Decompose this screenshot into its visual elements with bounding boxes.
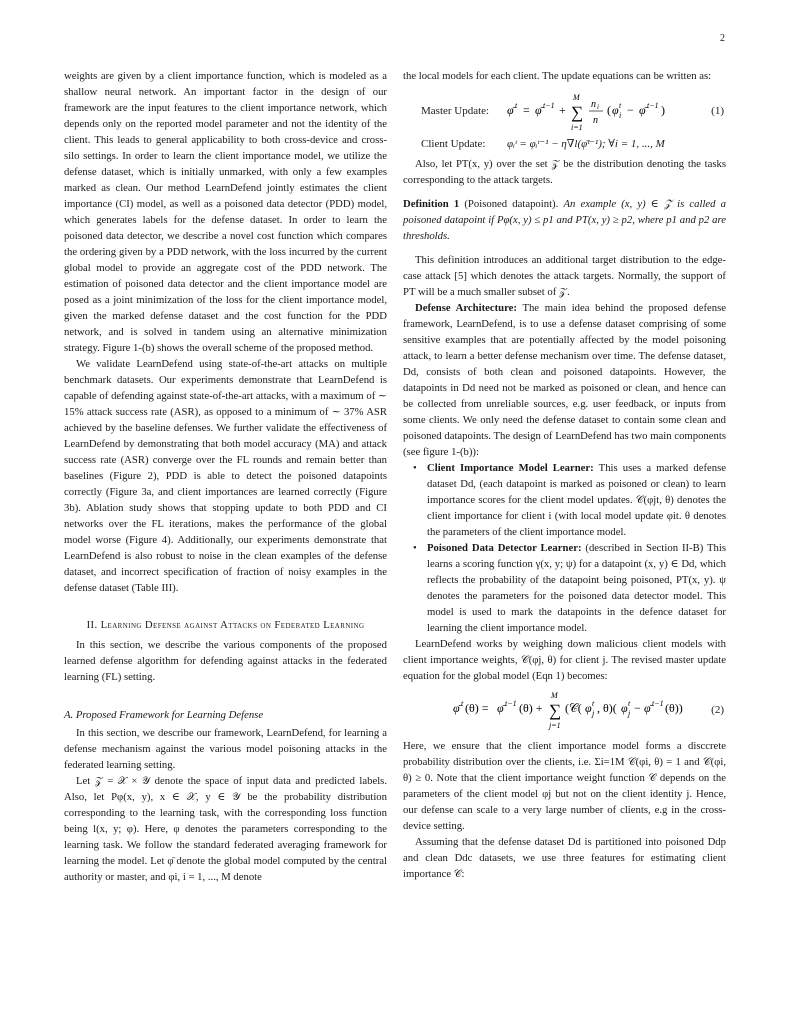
definition-1 xyxy=(403,196,726,244)
left-column xyxy=(64,68,387,885)
svg-text:φ: φ xyxy=(585,701,592,715)
list-item xyxy=(427,540,726,636)
svg-text:t−1: t−1 xyxy=(505,699,517,708)
list-item xyxy=(427,460,726,540)
equation-1-math xyxy=(507,90,697,134)
paragraph: LearnDefend works by weighing down malicious client models with client importance weights, 𝒞(φj, θ) for client j. The revised master update equation for the global model (Eqn 1) becomes: xyxy=(403,638,726,682)
svg-text:(𝒞(: (𝒞( xyxy=(565,701,582,715)
paragraph: We validate LearnDefend using state-of-the-art attacks on multiple benchmark datasets. Our experiments demonstrate that LearnDefend is capable of defending against state-of-the-art attacks, with a maximum of ∼ 15% attack success rate (ASR), as opposed to a minimum of ∼ 37% ASR achieved by the baseline defenses. We further validate the effectiveness of LearnDefend by demonstrating that both model accuracy (MA) and attack success rate (ASR) converge over the FL rounds and remain better than baselines (Figure 2), PDD is able to detect the poisoned datapoints correctly (Figure 3a, and client importances are learned correctly (Figure 3b). Ablation study shows that stopping update to both PDD and CI networks over the FL iterations, makes the performance of the global model worse (Figure 4). Additionally, our experiments demonstrate that LearnDefend is also robust to noise in the clean examples of the defense dataset, and incorrect specification of fraction of noisy examples in the defense dataset (Table III). xyxy=(64,358,387,594)
paragraph: Assuming that the defense dataset Dd is partitioned into poisoned Ddp and clean Ddc datasets, we use three features for estimating client importance 𝒞: xyxy=(403,836,726,880)
svg-text:j: j xyxy=(592,709,595,718)
svg-text:M: M xyxy=(551,691,558,700)
definition-head: Definition 1 xyxy=(403,198,460,210)
svg-text:i=1: i=1 xyxy=(571,123,583,132)
paragraph: Here, we ensure that the client importance model forms a disccrete probability distribution over the clients, i.e. Σi=1M 𝒞(φi, θ) = 1 and 𝒞(φi, θ) ≥ 0. Note that the client importance weight function 𝒞 depends on the parameters of the client model φj but not on the client identity j. Hence, our defense can scale to a very large number of clients, e.g in the cross-device setting. xyxy=(403,740,726,832)
paragraph: This definition introduces an additional target distribution to the edge-case attack [5] which denotes the attack targets. Normally, the support of PT will be a much smaller subset of 𝒵. xyxy=(403,254,726,298)
equation-2 xyxy=(403,688,726,734)
svg-text:t−1: t−1 xyxy=(647,101,659,110)
paragraph: Also, let PT(x, y) over the set 𝒵 be the distribution denoting the tasks corresponding to the attack targets. xyxy=(403,158,726,186)
svg-text:φ: φ xyxy=(621,701,628,715)
svg-text:t: t xyxy=(461,699,464,708)
paragraph: the local models for each client. The update equations can be written as: xyxy=(403,70,712,82)
right-column xyxy=(403,68,726,882)
svg-text:−: − xyxy=(634,701,641,715)
svg-text:j=1: j=1 xyxy=(549,721,561,730)
equation-1b-math: φᵢᵗ = φᵢᵗ⁻¹ − η∇l(φ̄ᵗ⁻¹); ∀i = 1, ..., M xyxy=(507,138,665,150)
list-item-head: Client Importance Model Learner: xyxy=(427,462,594,474)
svg-text:φ̄: φ̄ xyxy=(497,701,504,715)
svg-text:M: M xyxy=(573,93,580,102)
equation-label: Client Update: xyxy=(421,138,486,150)
equation-1b xyxy=(403,134,726,156)
svg-text:i: i xyxy=(597,103,599,111)
paragraph-defense-architecture xyxy=(403,300,726,460)
paragraph: weights are given by a client importance function, which is modeled as a shallow neural network. An important factor in the design of our framework are the input features to the client importance network, which depends only on the reported model parameter and not the identity of the client. This leads to general applicability to both cross-device and cross-silo settings. In order to learn the client importance model, we utilize the defense dataset, which is initially unmarked, with only a few examples marked as clean. Our method LearnDefend jointly estimates the client importance (CI) model, as well as a poisoned data detector (PDD) model, which generates labels for the defense dataset. In order to learn the poisoned data detector, we describe a novel cost function which compares the ordering given by a PDD network, with the loss incurred by the current global model to provide an aggregate cost of the PDD network. The estimation of poisoned data detector and the client importance model are posed as a joint minimization of the loss for the client importance model, given the marked defense dataset and the cost function for the PDD network, and is solved in tandem using an alternative minimization strategy. Figure 1-(b) shows the overall scheme of the proposed method. xyxy=(64,70,387,354)
svg-text:φ̄: φ̄ xyxy=(535,103,542,117)
section-title: II. Learning Defense against Attacks on Federated Learning xyxy=(86,619,365,631)
svg-text:(θ) =: (θ) = xyxy=(465,701,489,715)
list-item-body: This uses a marked defense dataset Dd, (each datapoint is marked as poisoned or clean) to learn importance scores for the client model updates. 𝒞(φjt, θ) denotes the client importance for client i (with local model update φit. θ denotes the parameters of the client importance model. xyxy=(427,462,726,538)
svg-text:t: t xyxy=(515,101,518,110)
svg-text:φ: φ xyxy=(612,103,619,117)
svg-text:t: t xyxy=(628,699,631,708)
svg-text:): ) xyxy=(661,103,665,117)
svg-text:(: ( xyxy=(607,103,611,117)
svg-text:∑: ∑ xyxy=(549,701,562,720)
svg-text:(θ) +: (θ) + xyxy=(519,701,543,715)
equation-number: (2) xyxy=(711,704,724,716)
svg-text:φ̄: φ̄ xyxy=(644,701,651,715)
paragraph: In this section, we describe the various components of the proposed learned defense algorithm for defending against attacks in the federated learning (FL) setting. xyxy=(64,639,387,683)
equation-label: Master Update: xyxy=(421,105,490,117)
paragraph: In this section, we describe our framework, LearnDefend, for learning a defense mechanism against the various model poisoning attacks in the federated learning setting. xyxy=(64,727,387,771)
svg-text:t−1: t−1 xyxy=(543,101,555,110)
svg-text:φ̄: φ̄ xyxy=(453,701,460,715)
svg-text:i: i xyxy=(619,111,622,120)
svg-text:t: t xyxy=(592,699,595,708)
list-item-head: Poisoned Data Detector Learner: xyxy=(427,542,582,554)
svg-text:t−1: t−1 xyxy=(652,699,664,708)
svg-text:∑: ∑ xyxy=(571,103,584,122)
svg-text:, θ)(: , θ)( xyxy=(597,701,617,715)
equation-1 xyxy=(403,90,726,134)
equation-number: (1) xyxy=(711,105,724,117)
page-number: 2 xyxy=(720,33,725,44)
svg-text:+: + xyxy=(559,103,566,117)
svg-text:n: n xyxy=(593,115,598,126)
paragraph: Let 𝒵 = 𝒳 × 𝒴 denote the space of input data and predicted labels. Also, let Pφ(x, y), x ∈ 𝒳, y ∈ 𝒴 be the probability distribution corresponding to the learning task, with the corresponding loss function being l(x, y; φ). Here, φ denotes the parameters corresponding to the learning task. We follow the standard federated averaging framework for learning the model. Let φ̄ denote the global model computed by the central authority or master, and φi, i = 1, ..., M denote xyxy=(64,775,387,883)
paragraph-head: Defense Architecture: xyxy=(415,302,517,314)
definition-name: (Poisoned datapoint). xyxy=(464,198,559,210)
definition-body: An example (x, y) ∈ 𝒵 is called a poisoned datapoint if Pφ(x, y) ≤ p1 and PT(x, y) ≥ p2, where p1 and p2 are thresholds. xyxy=(403,198,726,242)
svg-text:−: − xyxy=(627,103,634,117)
svg-text:n: n xyxy=(591,99,596,110)
subsection-title: A. Proposed Framework for Learning Defense xyxy=(64,709,264,721)
equation-2-math xyxy=(453,688,683,734)
svg-text:j: j xyxy=(628,709,631,718)
svg-text:φ̄: φ̄ xyxy=(639,103,646,117)
component-list xyxy=(403,460,726,636)
svg-text:t: t xyxy=(619,101,622,110)
svg-text:(θ)): (θ)) xyxy=(665,701,683,715)
svg-text:φ̄: φ̄ xyxy=(507,103,514,117)
paragraph-body: The main idea behind the proposed defense framework, LearnDefend, is to use a defense dataset comprising of some sensitive examples that are potentially affected by the model poisoning attack, to learn a better defense mechanism over time. The defense dataset, Dd, consists of both clean and poisoned datapoints. However, the datapoints in Dd need not be marked as poisoned or clean, and hence can be collected from unreliable sources, e.g. user feedback, or inputs from some clients. We only need the defense dataset to contain some clean and poisoned datapoints. The design of LearnDefend has two main components (see figure 1-(b)): xyxy=(403,302,726,458)
svg-text:=: = xyxy=(523,103,530,117)
list-item-body: (described in Section II-B) This learns a scoring function γ(x, y; ψ) for a datapoint (x, y) ∈ Dd, which reflects the probability of the datapoint being poisoned, PT(x, y). ψ denotes the parameters for the poisoned data detector model. This model is used to mark the datapoints in the defence dataset for learning the client importance model. xyxy=(427,542,726,634)
